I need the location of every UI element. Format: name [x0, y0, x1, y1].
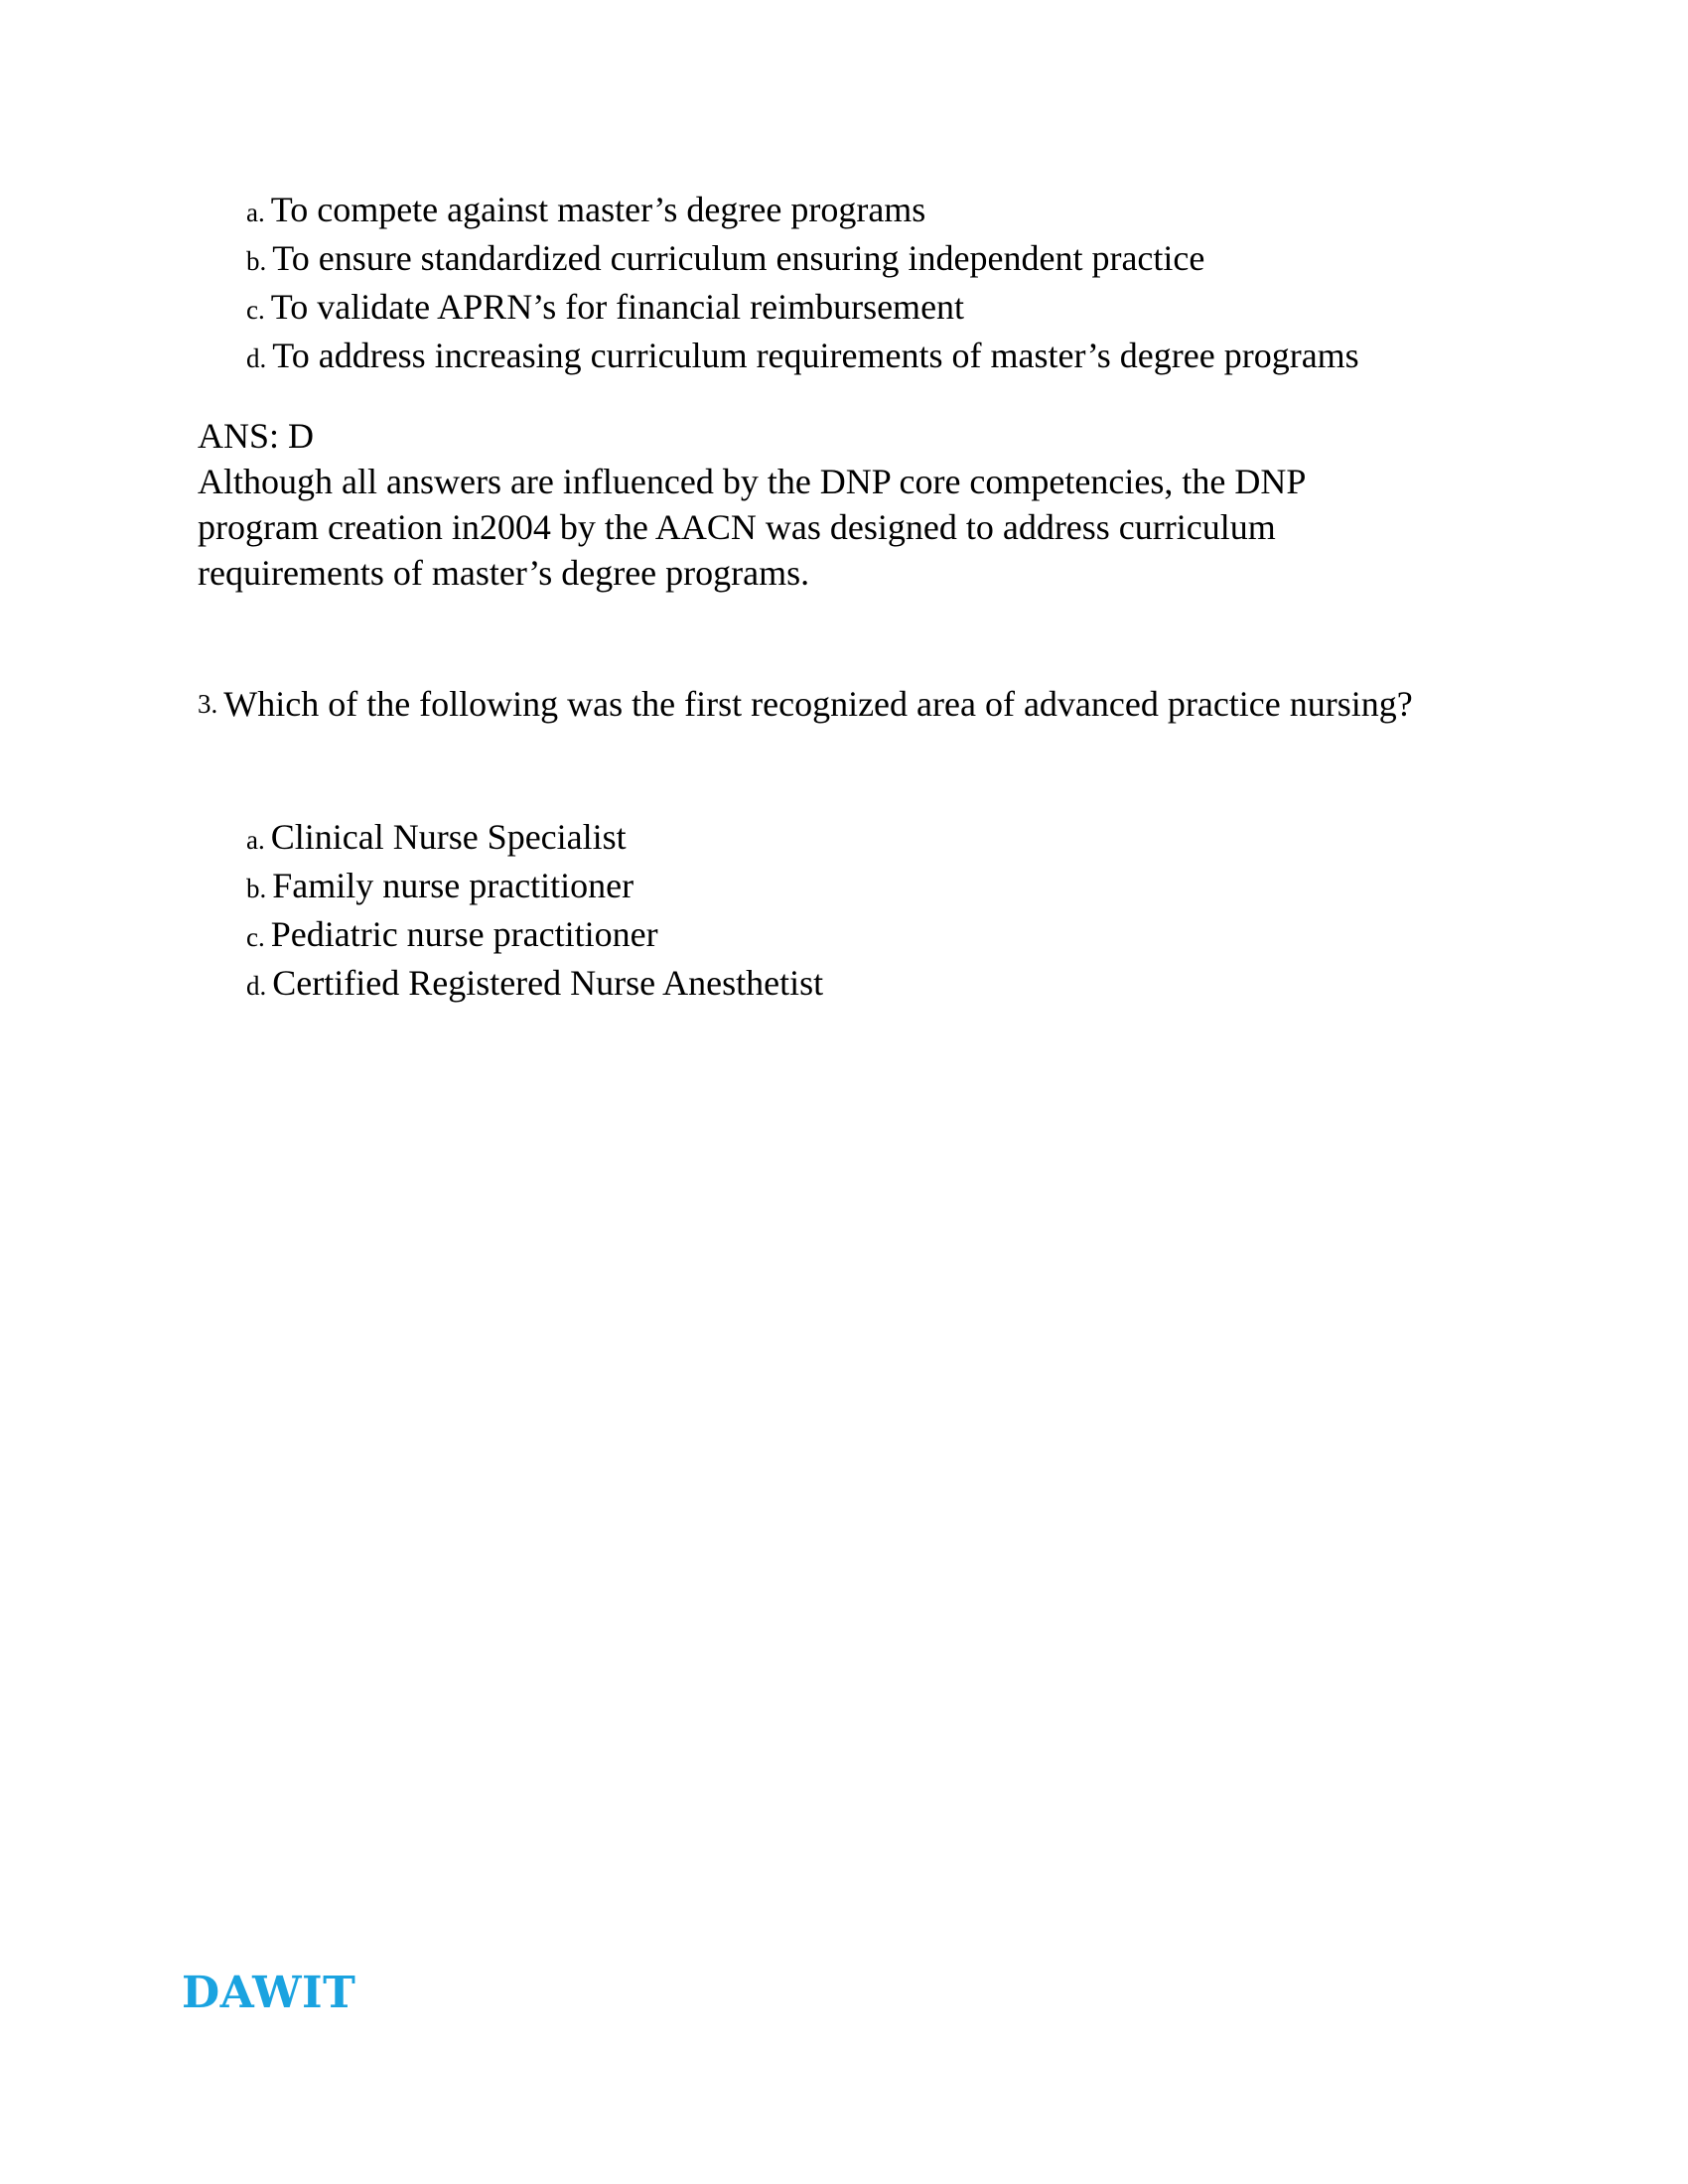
option-text: To compete against master’s degree programs [270, 190, 926, 229]
option-text: Clinical Nurse Specialist [270, 817, 627, 857]
option-letter: b. [246, 874, 267, 903]
question-3 [198, 681, 1429, 727]
option-text: To address increasing curriculum requirements of master’s degree programs [272, 336, 1359, 375]
question-2-options [246, 187, 1359, 381]
option-letter: d. [246, 343, 267, 373]
option-c [246, 284, 1359, 333]
option-letter: c. [246, 295, 265, 325]
option-c [246, 911, 823, 960]
option-text: Pediatric nurse practitioner [270, 914, 658, 954]
option-letter: c. [246, 922, 265, 952]
option-letter: b. [246, 246, 267, 276]
option-text: To ensure standardized curriculum ensuring independent practice [272, 238, 1205, 278]
option-text: To validate APRN’s for financial reimbursement [270, 287, 965, 327]
option-d [246, 960, 823, 1009]
option-letter: a. [246, 198, 265, 227]
option-a [246, 814, 823, 863]
option-b [246, 863, 823, 911]
option-d [246, 333, 1359, 381]
option-b [246, 235, 1359, 284]
answer-label: ANS: D [198, 416, 315, 456]
option-a [246, 187, 1359, 235]
footer-watermark: DAWIT [182, 1968, 356, 2018]
option-letter: d. [246, 971, 267, 1001]
question-text: Which of the following was the first recognized area of advanced practice nursing? [223, 684, 1413, 724]
option-text: Family nurse practitioner [272, 866, 634, 905]
option-text: Certified Registered Nurse Anesthetist [272, 963, 824, 1003]
answer-explanation: Although all answers are influenced by the DNP core competencies, the DNP program creation in2004 by the AACN was designed to address curriculum requirements of master’s degree programs. [198, 462, 1305, 593]
option-letter: a. [246, 825, 265, 855]
question-3-options [246, 814, 823, 1009]
answer-block [198, 413, 1429, 596]
question-number: 3. [198, 689, 218, 719]
